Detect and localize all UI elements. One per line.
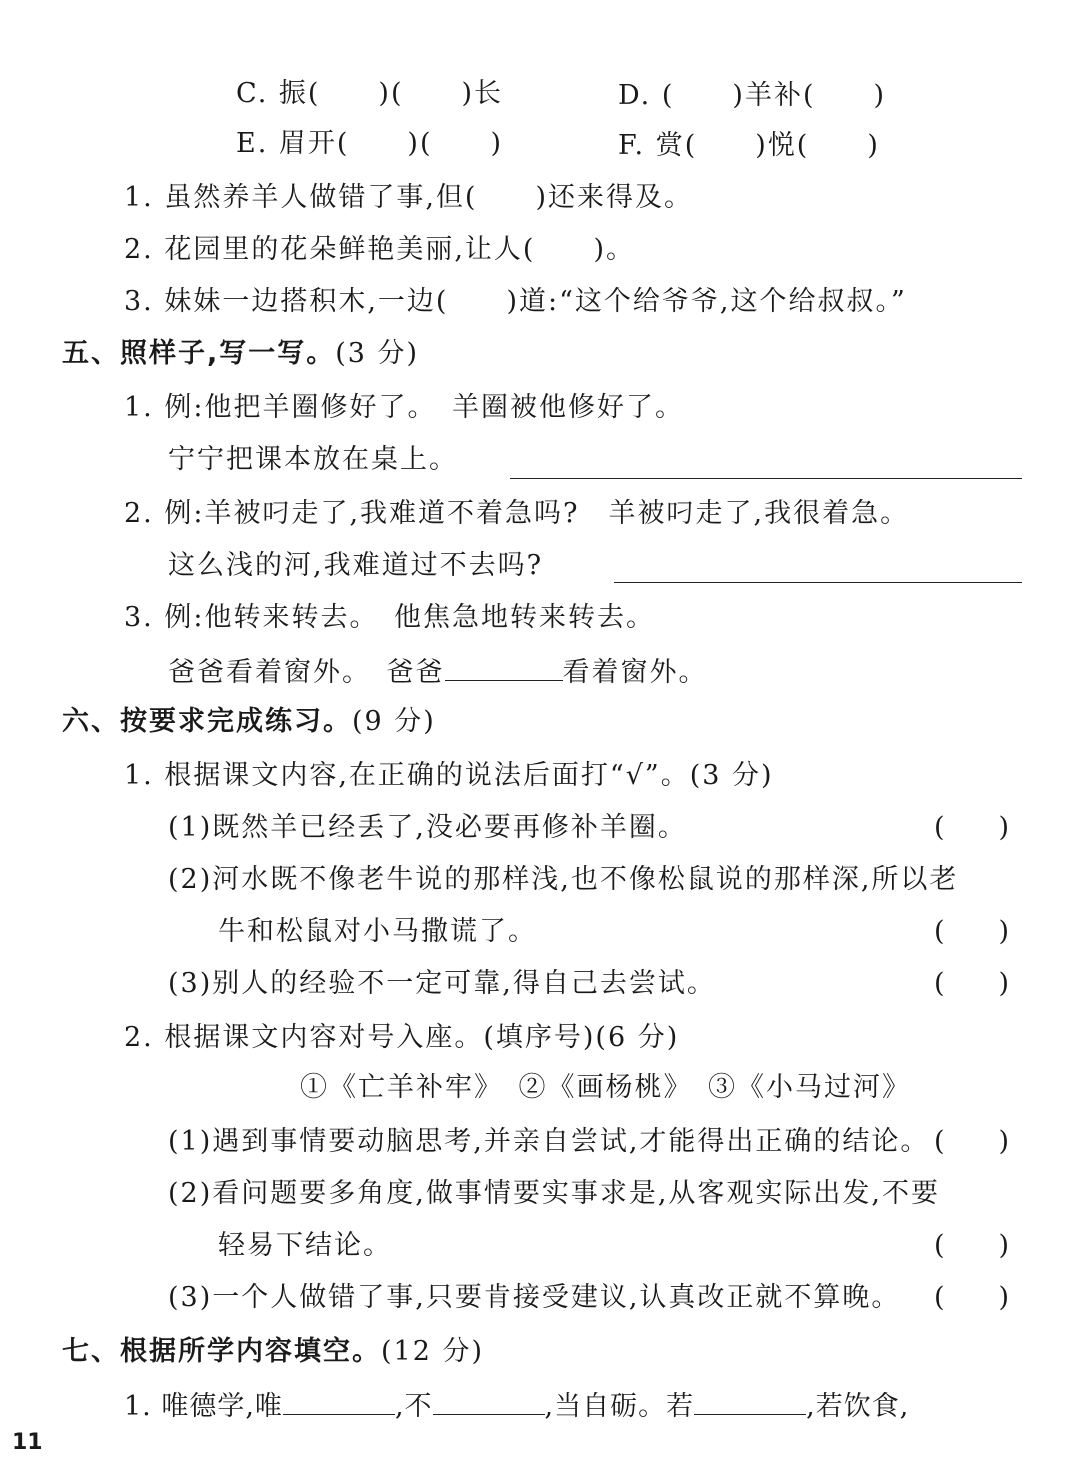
fill-text: ,若饮食, bbox=[806, 1391, 910, 1422]
section-7-heading bbox=[62, 1334, 484, 1370]
answer-blank[interactable] bbox=[433, 1386, 545, 1415]
s5-q2-example: 2. 例:羊被叼走了,我难道不着急吗? 羊被叼走了,我很着急。 bbox=[124, 498, 910, 529]
option-text: 振( )( )长 bbox=[278, 78, 504, 109]
answer-line[interactable] bbox=[614, 582, 1022, 583]
section-title: 五、照样子,写一写。 bbox=[62, 338, 336, 369]
section-title: 七、根据所学内容填空。 bbox=[62, 1336, 381, 1367]
option-d bbox=[618, 78, 886, 114]
section-score: (9 分) bbox=[352, 706, 436, 737]
option-letter: D. bbox=[618, 80, 652, 111]
fill-text: 1. 唯德学,唯 bbox=[124, 1391, 283, 1422]
answer-paren[interactable]: ( ) bbox=[934, 1126, 1010, 1157]
s5-q2-task: 这么浅的河,我难道过不去吗? bbox=[168, 550, 544, 581]
s5-q3-example: 3. 例:他转来转去。 他焦急地转来转去。 bbox=[124, 602, 655, 633]
s6-q2-options: ①《亡羊补牢》 ②《画杨桃》 ③《小马过河》 bbox=[300, 1072, 911, 1103]
s5-q1-task: 宁宁把课本放在桌上。 bbox=[168, 444, 458, 475]
s6-q2-item-3: (3)一个人做错了事,只要肯接受建议,认真改正就不算晚。 bbox=[168, 1282, 901, 1313]
section-5-heading bbox=[62, 336, 419, 372]
section-title: 六、按要求完成练习。 bbox=[62, 706, 352, 737]
answer-blank[interactable] bbox=[694, 1386, 806, 1415]
section-6-heading bbox=[62, 704, 436, 740]
s6-q2: 2. 根据课文内容对号入座。(填序号)(6 分) bbox=[124, 1022, 680, 1053]
s5-q3-task bbox=[168, 652, 708, 691]
s6-q2-item-1: (1)遇到事情要动脑思考,并亲自尝试,才能得出正确的结论。 bbox=[168, 1126, 930, 1157]
option-e bbox=[236, 126, 503, 162]
s4-item-3: 3. 妹妹一边搭积木,一边( )道:“这个给爷爷,这个给叔叔。” bbox=[124, 286, 907, 317]
option-f bbox=[618, 128, 880, 164]
s6-q2-item-2: (2)看问题要多角度,做事情要实事求是,从客观实际出发,不要 bbox=[168, 1178, 940, 1209]
fill-text: ,不 bbox=[394, 1391, 433, 1422]
option-text: 赏( )悦( ) bbox=[655, 130, 880, 161]
section-score: (3 分) bbox=[335, 338, 420, 369]
task-text: 看着窗外。 bbox=[562, 657, 708, 688]
answer-blank[interactable] bbox=[445, 652, 563, 681]
s6-q1-item-2: (2)河水既不像老牛说的那样浅,也不像松鼠说的那样深,所以老 bbox=[168, 864, 959, 895]
s4-item-2: 2. 花园里的花朵鲜艳美丽,让人( )。 bbox=[124, 234, 635, 265]
answer-paren[interactable]: ( ) bbox=[934, 916, 1010, 947]
page-number: 11 bbox=[12, 1430, 43, 1455]
s6-q2-item-2-cont: 轻易下结论。 bbox=[218, 1230, 392, 1261]
fill-text: ,当自砺。若 bbox=[544, 1391, 695, 1422]
s4-item-1: 1. 虽然养羊人做错了事,但( )还来得及。 bbox=[124, 182, 693, 213]
answer-paren[interactable]: ( ) bbox=[934, 812, 1010, 843]
section-score: (12 分) bbox=[381, 1336, 485, 1367]
answer-blank[interactable] bbox=[283, 1386, 395, 1415]
option-text: 眉开( )( ) bbox=[278, 128, 504, 159]
option-letter: F. bbox=[618, 130, 646, 161]
s6-q1-item-2-cont: 牛和松鼠对小马撒谎了。 bbox=[218, 916, 537, 947]
option-c bbox=[236, 76, 503, 112]
option-letter: E. bbox=[236, 128, 269, 159]
task-text: 爸爸看着窗外。 爸爸 bbox=[168, 657, 445, 688]
answer-line[interactable] bbox=[510, 478, 1022, 479]
s6-q1-item-3: (3)别人的经验不一定可靠,得自己去尝试。 bbox=[168, 968, 716, 999]
s5-q1-example: 1. 例:他把羊圈修好了。 羊圈被他修好了。 bbox=[124, 392, 684, 423]
option-letter: C. bbox=[236, 78, 269, 109]
answer-paren[interactable]: ( ) bbox=[934, 1230, 1010, 1261]
answer-paren[interactable]: ( ) bbox=[934, 1282, 1010, 1313]
s6-q1-item-1: (1)既然羊已经丢了,没必要再修补羊圈。 bbox=[168, 812, 687, 843]
answer-paren[interactable]: ( ) bbox=[934, 968, 1010, 999]
s7-q1 bbox=[124, 1386, 909, 1425]
s6-q1: 1. 根据课文内容,在正确的说法后面打“√”。(3 分) bbox=[124, 760, 774, 791]
option-text: ( )羊补( ) bbox=[661, 80, 887, 111]
